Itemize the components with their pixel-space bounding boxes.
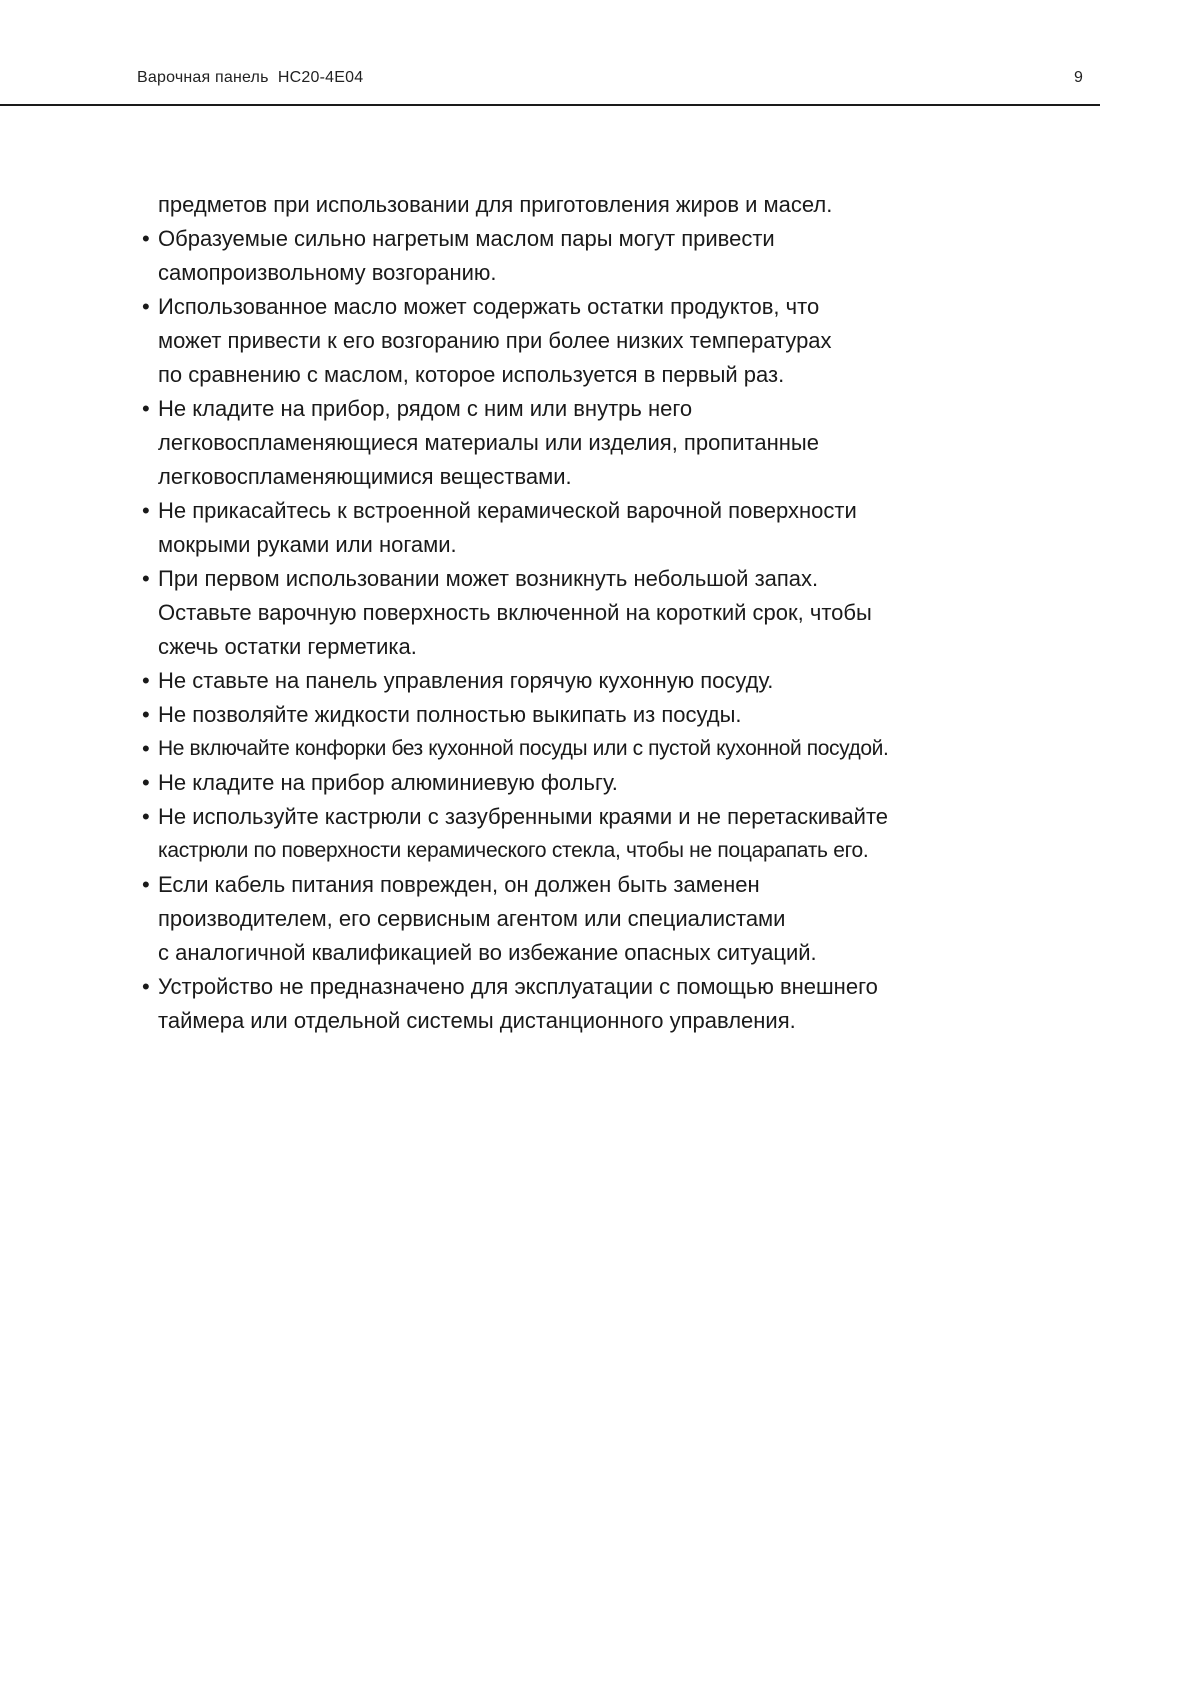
list-item-line: При первом использовании может возникнуть небольшой запах.	[158, 566, 819, 591]
page-number: 9	[1074, 69, 1083, 86]
bullet-icon: •	[142, 974, 150, 999]
document-title: Варочная панель HC20-4E04	[137, 69, 364, 86]
list-item-line: легковоспламеняющиеся материалы или изделия, пропитанные	[158, 430, 819, 455]
bullet-icon: •	[142, 396, 150, 421]
bullet-icon: •	[142, 736, 150, 761]
bullet-icon: •	[142, 702, 150, 727]
list-item-line: Не прикасайтесь к встроенной керамической варочной поверхности	[158, 498, 857, 523]
list-item-line: Не кладите на прибор, рядом с ним или внутрь него	[158, 396, 693, 421]
header-divider	[0, 104, 1100, 106]
list-item-line: с аналогичной квалификацией во избежание опасных ситуаций.	[158, 940, 817, 965]
list-item-line: Не позволяйте жидкости полностью выкипать из посуды.	[158, 702, 742, 727]
list-item-line: кастрюли по поверхности керамического стекла, чтобы не поцарапать его.	[158, 839, 869, 862]
list-item-line: легковоспламеняющимися веществами.	[158, 464, 572, 489]
bullet-icon: •	[142, 566, 150, 591]
page-header	[0, 0, 1100, 106]
bullet-icon: •	[142, 770, 150, 795]
continuation-line: предметов при использовании для приготовления жиров и масел.	[158, 192, 833, 217]
bullet-icon: •	[142, 294, 150, 319]
bullet-icon: •	[142, 498, 150, 523]
bullet-icon: •	[142, 226, 150, 251]
list-item-line: по сравнению с маслом, которое используется в первый раз.	[158, 362, 785, 387]
list-item-line: Если кабель питания поврежден, он должен быть заменен	[158, 872, 760, 897]
bullet-icon: •	[142, 804, 150, 829]
list-item-line: Образуемые сильно нагретым маслом пары могут привести	[158, 226, 775, 251]
list-item-line: Не включайте конфорки без кухонной посуды или с пустой кухонной посудой.	[158, 737, 889, 760]
list-item-line: Оставьте варочную поверхность включенной на короткий срок, чтобы	[158, 600, 872, 625]
list-item-line: Не ставьте на панель управления горячую кухонную посуду.	[158, 668, 774, 693]
list-item-line: производителем, его сервисным агентом или специалистами	[158, 906, 786, 931]
bullet-icon: •	[142, 872, 150, 897]
list-item-line: Не кладите на прибор алюминиевую фольгу.	[158, 770, 618, 795]
list-item-line: Устройство не предназначено для эксплуатации с помощью внешнего	[158, 974, 878, 999]
list-item-line: самопроизвольному возгоранию.	[158, 260, 497, 285]
list-item-line: Использованное масло может содержать остатки продуктов, что	[158, 294, 820, 319]
list-item-line: сжечь остатки герметика.	[158, 634, 417, 659]
list-item-line: таймера или отдельной системы дистанционного управления.	[158, 1008, 796, 1033]
list-item-line: Не используйте кастрюли с зазубренными краями и не перетаскивайте	[158, 804, 889, 829]
bullet-icon: •	[142, 668, 150, 693]
list-item-line: может привести к его возгоранию при более низких температурах	[158, 328, 832, 353]
list-item-line: мокрыми руками или ногами.	[158, 532, 457, 557]
